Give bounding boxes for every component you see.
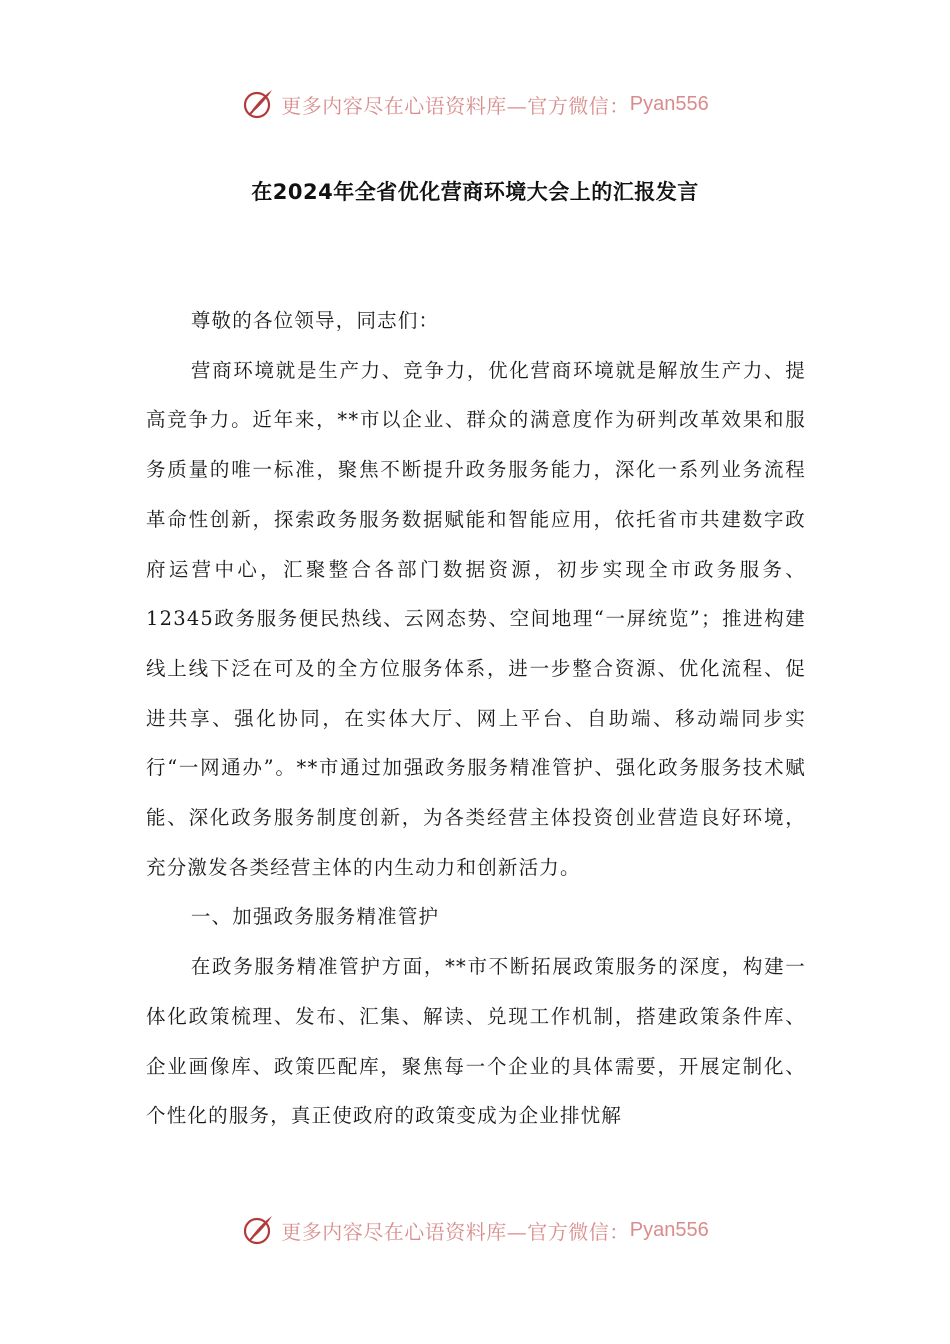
header-banner (0, 84, 950, 124)
greeting: 尊敬的各位领导，同志们： (190, 309, 440, 332)
quill-logo-icon (241, 86, 277, 122)
section-heading: 一、加强政务服务精准管护 (190, 905, 440, 929)
footer-banner (0, 1210, 950, 1250)
document-body (146, 296, 806, 1141)
paragraph: 在政务服务精准管护方面，**市不断拓展政策服务的深度，构建一体化政策梳理、发布、汇集、解读、兑现工作机制，搭建政策条件库、企业画像库、政策匹配库，聚焦每一个企业的具体需要，开展定制化、个性化的服务，真正使政府的政策变成为企业排忧解 (146, 955, 806, 1128)
wechat-id: Pyan556 (629, 92, 709, 115)
wechat-id: Pyan556 (629, 1218, 709, 1241)
paragraph: 营商环境就是生产力、竞争力，优化营商环境就是解放生产力、提高竞争力。近年来，**市以企业、群众的满意度作为研判改革效果和服务质量的唯一标准，聚焦不断提升政务服务能力，深化一系列业务流程革命性创新，探索政务服务数据赋能和智能应用，依托省市共建数字政府运营中心，汇聚整合各部门数据资源，初步实现全市政务服务、12345政务服务便民热线、云网态势、空间地理“一屏统览”；推进构建线上线下泛在可及的全方位服务体系，进一步整合资源、优化流程、促进共享、强化协同，在实体大厅、网上平台、自助端、移动端同步实行“一网通办”。**市通过加强政务服务精准管护、强化政务服务技术赋能、深化政务服务制度创新，为各类经营主体投资创业营造良好环境，充分激发各类经营主体的内生动力和创新活力。 (146, 358, 806, 879)
banner-text: 更多内容尽在心语资料库—官方微信： (281, 93, 630, 118)
document-title: 在2024年全省优化营商环境大会上的汇报发言 (251, 180, 699, 204)
quill-logo-icon (241, 1212, 277, 1248)
banner-text: 更多内容尽在心语资料库—官方微信： (281, 1219, 630, 1244)
